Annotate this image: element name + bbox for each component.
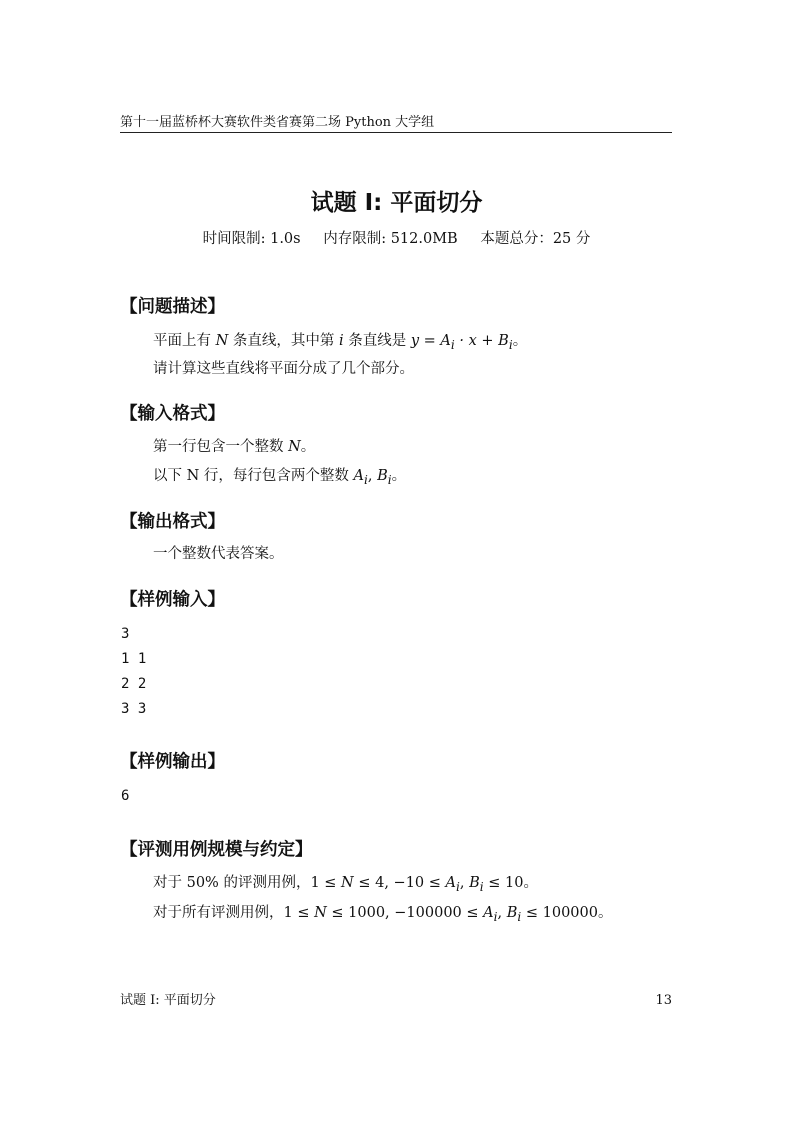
math-formula: y = A	[410, 333, 451, 349]
text-segment: 条直线是	[343, 333, 411, 349]
constraints-line-2	[153, 902, 612, 928]
sample-input-heading: 【样例输入】	[120, 590, 225, 610]
math-subscript: i	[517, 909, 522, 924]
description-heading: 【问题描述】	[120, 297, 225, 317]
text-segment: 。	[512, 333, 528, 349]
text-segment: ≤ 10。	[483, 875, 538, 891]
footer-title: 试题 I: 平面切分	[120, 993, 216, 1008]
text-segment: ,	[459, 875, 470, 891]
math-var: B	[469, 875, 480, 891]
math-subscript: i	[450, 337, 455, 352]
total-score: 本题总分：25 分	[480, 231, 591, 247]
text-segment: ≤ 1000, −100000 ≤	[326, 905, 484, 921]
math-subscript: i	[456, 879, 460, 894]
text-segment: 条直线，其中第	[228, 333, 340, 349]
sample-input-line-2: 1 1	[121, 651, 147, 667]
math-subscript: i	[387, 472, 392, 487]
description-line-1	[153, 330, 527, 356]
math-formula: · x + B	[454, 333, 509, 349]
math-var: A	[445, 875, 456, 891]
input-format-line-1	[153, 436, 315, 458]
math-subscript: i	[508, 337, 513, 352]
output-format-line-1: 一个整数代表答案。	[153, 546, 284, 562]
math-var: N	[288, 439, 301, 455]
sample-output-heading: 【样例输出】	[120, 752, 225, 772]
input-format-heading: 【输入格式】	[120, 404, 225, 424]
constraints-heading: 【评测用例规模与约定】	[120, 840, 313, 860]
math-var: B	[377, 468, 388, 484]
math-var: N	[314, 905, 327, 921]
text-segment: 。	[391, 468, 407, 484]
text-segment: 。	[300, 439, 316, 455]
page-header	[120, 114, 672, 133]
input-format-line-2	[153, 465, 406, 491]
constraints-line-1	[153, 872, 538, 898]
math-subscript: i	[364, 472, 368, 487]
text-segment: ,	[367, 468, 378, 484]
math-var: N	[341, 875, 354, 891]
math-subscript: i	[493, 909, 498, 924]
math-var: A	[353, 468, 364, 484]
math-var: N	[215, 333, 229, 349]
text-segment: 以下 N 行，每行包含两个整数	[153, 468, 354, 484]
text-segment: 平面上有	[153, 333, 216, 349]
math-var: B	[506, 905, 518, 921]
memory-limit: 内存限制: 512.0MB	[323, 231, 458, 247]
header-text: 第十一届蓝桥杯大赛软件类省赛第二场 Python 大学组	[120, 115, 435, 130]
text-segment: 对于所有评测用例，1 ≤	[153, 905, 315, 921]
text-segment: ≤ 4, −10 ≤	[353, 875, 446, 891]
time-limit: 时间限制: 1.0s	[202, 231, 301, 247]
sample-input-line-3: 2 2	[121, 676, 147, 692]
sample-input-line-1: 3	[121, 626, 130, 642]
text-segment: ,	[497, 905, 507, 921]
text-segment: ≤ 100000。	[521, 905, 613, 921]
description-line-2: 请计算这些直线将平面分成了几个部分。	[153, 361, 414, 377]
math-subscript: i	[479, 879, 484, 894]
math-var: i	[339, 333, 344, 349]
math-var: A	[483, 905, 494, 921]
problem-title: 试题 I: 平面切分	[310, 190, 483, 216]
text-segment: 第一行包含一个整数	[153, 439, 289, 455]
sample-input-line-4: 3 3	[121, 701, 147, 717]
sample-output-line-1: 6	[121, 788, 130, 804]
output-format-heading: 【输出格式】	[120, 512, 225, 532]
page-number: 13	[655, 993, 672, 1008]
problem-meta	[0, 229, 793, 249]
text-segment: 对于 50% 的评测用例，1 ≤	[153, 875, 342, 891]
